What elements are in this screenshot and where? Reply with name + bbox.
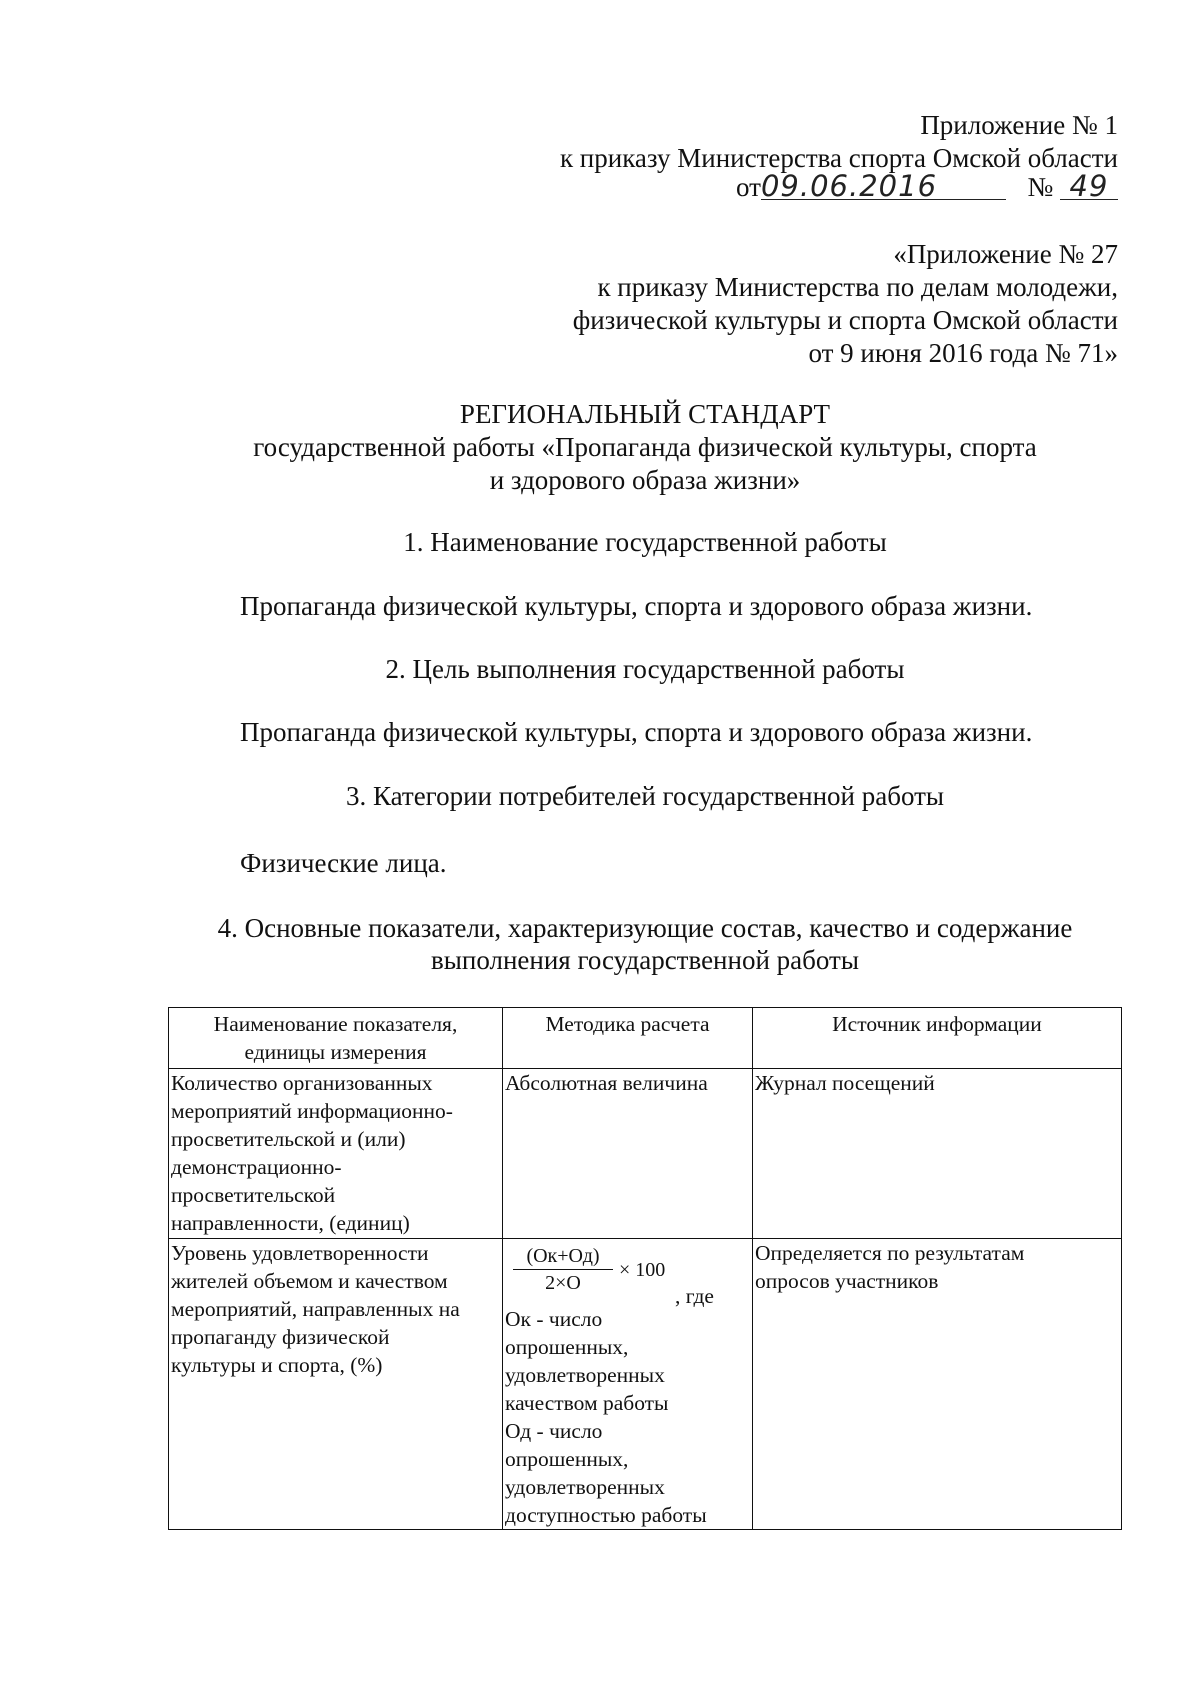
number-prefix: № [1027,172,1054,202]
appendix-number: Приложение № 1 [920,110,1118,140]
formula-denominator: 2×О [545,1272,581,1294]
section-1-heading: 1. Наименование государственной работы [403,527,887,557]
table-row [169,1239,1122,1530]
document-title: РЕГИОНАЛЬНЫЙ СТАНДАРТ [459,399,831,429]
appendix-27: «Приложение № 27 [893,239,1118,269]
table-header-row [169,1008,1122,1069]
row2-indicator-name: Уровень удовлетворенности жителей объемом и качеством мероприятий, направленных на пропаганду физической культуры и спорта, (%) [169,1239,503,1530]
row2-source: Определяется по результатам опросов участников [753,1239,1122,1530]
indicators-table [168,1007,1122,1530]
header-indicator-name: Наименование показателя, единицы измерения [169,1008,503,1069]
section-1-body: Пропаганда физической культуры, спорта и здорового образа жизни. [240,591,1033,621]
section-3-heading: 3. Категории потребителей государственной работы [345,781,945,811]
appendix-27-line4: от 9 июня 2016 года № 71» [808,338,1118,368]
appendix-27-line3: физической культуры и спорта Омской области [572,305,1118,335]
table-row [169,1069,1122,1239]
formula-fraction [513,1243,613,1296]
formula-suffix: , где [675,1284,714,1308]
handwritten-number: 49 [1060,173,1118,200]
section-4-heading-line2: выполнения государственной работы [431,945,859,975]
formula-numerator: (Ок+Од) [513,1243,613,1270]
order-reference: к приказу Министерства спорта Омской области [559,143,1118,173]
satisfaction-formula [505,1243,750,1308]
header-information-source: Источник информации [753,1008,1122,1069]
document-subtitle-line2: и здорового образа жизни» [489,465,801,495]
formula-multiplier: × 100 [619,1259,666,1281]
section-4-heading-line1: 4. Основные показатели, характеризующие состав, качество и содержание [217,913,1073,943]
date-prefix: от [736,172,761,202]
row1-indicator-name: Количество организованных мероприятий информационно- просветительской и (или) демонстрационно- просветительской направленности, (единиц) [169,1069,503,1239]
section-2-heading: 2. Цель выполнения государственной работы [385,654,905,684]
section-2-body: Пропаганда физической культуры, спорта и здорового образа жизни. [240,717,1033,747]
row1-source: Журнал посещений [753,1069,1122,1239]
handwritten-date: 09.06.2016 [761,173,1006,200]
document-subtitle-line1: государственной работы «Пропаганда физической культуры, спорта [253,432,1037,462]
header-calculation-method: Методика расчета [503,1008,753,1069]
row2-method: (Ок+Од) 2×О × 100 , где Ок - число опрошенных, удовлетворенных качеством работы Од - число опрошенных, удовлетворенных доступностью работы [503,1239,753,1530]
row1-method: Абсолютная величина [503,1069,753,1239]
order-date-line [736,169,1118,203]
section-3-body: Физические лица. [240,848,447,878]
appendix-27-line2: к приказу Министерства по делам молодежи, [597,272,1118,302]
